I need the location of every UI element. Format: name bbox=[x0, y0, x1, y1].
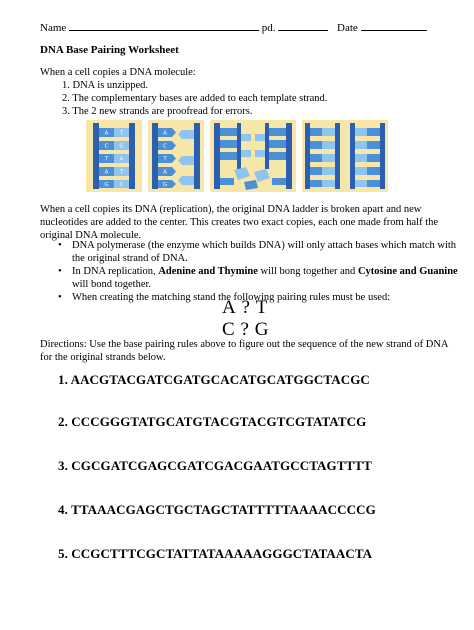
pairing-rule-row bbox=[222, 297, 268, 319]
bullet-icon: • bbox=[58, 292, 62, 303]
figure-panel-2 bbox=[148, 120, 204, 192]
base-label: C bbox=[119, 182, 124, 188]
base-label: G bbox=[119, 143, 124, 150]
bullet-list bbox=[58, 239, 460, 304]
bullet-bold: Cytosine and Guanine bbox=[357, 266, 458, 277]
bullet-text: DNA polymerase (the enzyme which builds DNA) will only attach bases which match with the original strand of DNA. bbox=[72, 240, 457, 264]
intro-text: When a cell copies a DNA molecule: bbox=[40, 67, 196, 78]
rule-separator: ? bbox=[241, 297, 250, 318]
bullet-text: When creating the matching stand the following pairing rules must be used: bbox=[72, 292, 391, 303]
base-label: T bbox=[163, 156, 167, 163]
base-label: A bbox=[163, 130, 167, 137]
base-label: T bbox=[119, 130, 124, 137]
step-item: 2. The complementary bases are added to each template strand. bbox=[62, 93, 328, 104]
bullet-bold: Adenine and Thymine bbox=[158, 266, 258, 277]
date-blank bbox=[361, 20, 427, 31]
date-label: Date bbox=[337, 22, 358, 34]
dna-replication-figure bbox=[86, 120, 388, 192]
steps-list bbox=[62, 79, 327, 118]
bullet-icon: • bbox=[58, 240, 62, 251]
step-item: 1. DNA is unzipped. bbox=[62, 80, 149, 91]
dna-strand: 4. TTAAACGAGCTGCTAGCTATTTTTAAAACCCCG bbox=[58, 502, 376, 517]
base-label: C bbox=[163, 143, 167, 150]
bullet-item bbox=[58, 239, 460, 265]
figure-panel-3 bbox=[210, 120, 296, 192]
step-item: 3. The 2 new strands are proofread for errors. bbox=[62, 106, 253, 117]
name-blank bbox=[69, 20, 259, 31]
base-label: A bbox=[104, 169, 109, 176]
figure-panel-1 bbox=[86, 120, 142, 192]
header-line bbox=[40, 20, 440, 34]
dna-strand: 3. CGCGATCGAGCGATCGACGAATGCCTAGTTTT bbox=[58, 458, 372, 473]
base-label: T bbox=[119, 169, 124, 176]
base-label: G bbox=[162, 182, 168, 188]
base-label: T bbox=[104, 156, 109, 163]
rule-right: T bbox=[255, 297, 268, 318]
base-label: A bbox=[163, 169, 167, 176]
rule-separator: ? bbox=[240, 319, 249, 340]
base-label: A bbox=[104, 130, 109, 137]
dna-strand: 5. CCGCTTTCGCTATTATAAAAAGGGCTATAACTA bbox=[58, 546, 373, 561]
bullet-text: In DNA replication, bbox=[72, 266, 159, 277]
base-label: A bbox=[119, 156, 124, 163]
name-label: Name bbox=[40, 22, 67, 34]
base-label: G bbox=[104, 182, 109, 188]
replication-paragraph: When a cell copies its DNA (replication), the original DNA ladder is broken apart and new nucleotides are added to the center. This creates two exact copies, each one made from half the original DNA molecule. bbox=[40, 204, 439, 241]
rule-left: C bbox=[222, 319, 235, 340]
pd-label: pd. bbox=[261, 22, 276, 34]
pd-blank bbox=[278, 20, 328, 31]
rule-right: G bbox=[254, 319, 269, 340]
figure-panel-4 bbox=[302, 120, 388, 192]
bullet-text: will bond together. bbox=[72, 279, 152, 290]
dna-strand: 1. AACGTACGATCGATGCACATGCATGGCTACGC bbox=[58, 372, 370, 387]
directions-text: Directions: Use the base pairing rules above to figure out the sequence of the new strand of DNA for the original strands below. bbox=[40, 339, 448, 363]
rule-left: A bbox=[222, 297, 236, 318]
base-label: C bbox=[104, 143, 109, 150]
page-title: DNA Base Pairing Worksheet bbox=[40, 44, 179, 56]
bullet-item bbox=[58, 265, 460, 291]
bullet-text: will bong together and bbox=[257, 266, 358, 277]
dna-strand: 2. CCCGGGTATGCATGTACGTACGTCGTATATCG bbox=[58, 414, 367, 429]
pairing-rules bbox=[222, 297, 268, 341]
bullet-icon: • bbox=[58, 266, 62, 277]
